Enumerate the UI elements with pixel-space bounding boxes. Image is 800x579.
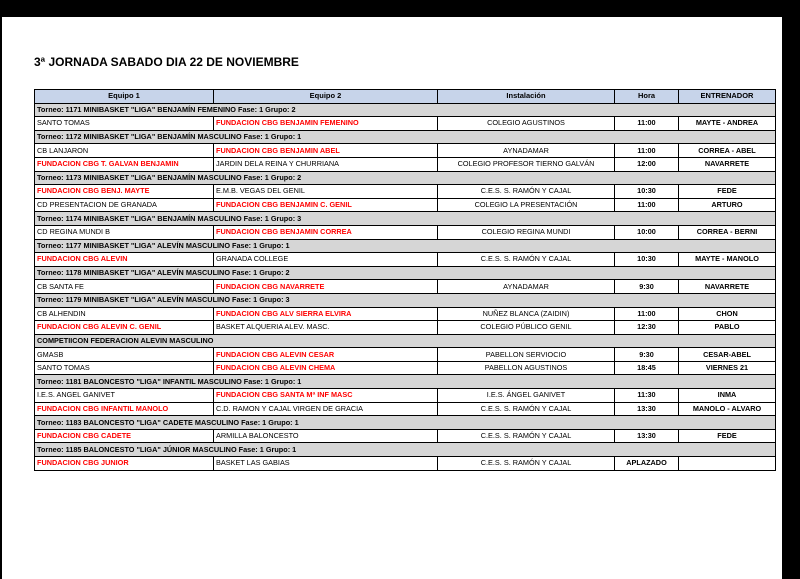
tournament-title: Torneo: 1178 MINIBASKET "LIGA" ALEVÍN MASCULINO Fase: 1 Grupo: 2 (35, 266, 776, 280)
coach-cell: NAVARRETE (679, 280, 776, 294)
team1-cell: CD REGINA MUNDI B (35, 225, 214, 239)
team1-cell: GMASB (35, 348, 214, 362)
team2-cell: FUNDACION CBG BENJAMIN C. GENIL (214, 198, 438, 212)
time-cell: 11:00 (615, 144, 679, 158)
match-row (35, 307, 776, 321)
team1-cell: I.E.S. ANGEL GANIVET (35, 389, 214, 403)
team2-cell: GRANADA COLLEGE (214, 253, 438, 267)
match-row (35, 389, 776, 403)
match-row (35, 157, 776, 171)
team1-cell: FUNDACION CBG CADETE (35, 429, 214, 443)
column-header-team1: Equipo 1 (35, 90, 214, 104)
tournament-row (35, 443, 776, 457)
column-header-team2: Equipo 2 (214, 90, 438, 104)
venue-cell: C.E.S. S. RAMÓN Y CAJAL (438, 402, 615, 416)
time-cell: 11:00 (615, 198, 679, 212)
tournament-title: Torneo: 1172 MINIBASKET "LIGA" BENJAMÍN MASCULINO Fase: 1 Grupo: 1 (35, 130, 776, 144)
coach-cell: INMA (679, 389, 776, 403)
match-row (35, 253, 776, 267)
document-page (2, 17, 782, 579)
coach-cell: MANOLO - ALVARO (679, 402, 776, 416)
tournament-row (35, 375, 776, 389)
team1-cell: FUNDACION CBG ALEVIN C. GENIL (35, 321, 214, 335)
time-cell: 12:00 (615, 157, 679, 171)
tournament-row (35, 171, 776, 185)
tournament-title: Torneo: 1181 BALONCESTO "LIGA" INFANTIL MASCULINO Fase: 1 Grupo: 1 (35, 375, 776, 389)
team1-cell: CB ALHENDIN (35, 307, 214, 321)
coach-cell: FEDE (679, 429, 776, 443)
venue-cell: COLEGIO PROFESOR TIERNO GALVÁN (438, 157, 615, 171)
header-row (35, 90, 776, 104)
team2-cell: FUNDACION CBG SANTA Mª INF MASC (214, 389, 438, 403)
tournament-title: Torneo: 1177 MINIBASKET "LIGA" ALEVÍN MASCULINO Fase: 1 Grupo: 1 (35, 239, 776, 253)
team2-cell: E.M.B. VEGAS DEL GENIL (214, 185, 438, 199)
time-cell: 9:30 (615, 348, 679, 362)
coach-cell (679, 457, 776, 471)
time-cell: 18:45 (615, 361, 679, 375)
tournament-title: Torneo: 1174 MINIBASKET "LIGA" BENJAMÍN MASCULINO Fase: 1 Grupo: 3 (35, 212, 776, 226)
column-header-time: Hora (615, 90, 679, 104)
venue-cell: AYNADAMAR (438, 280, 615, 294)
time-cell: 11:30 (615, 389, 679, 403)
tournament-title: Torneo: 1183 BALONCESTO "LIGA" CADETE MASCULINO Fase: 1 Grupo: 1 (35, 416, 776, 430)
venue-cell: PABELLON AGUSTINOS (438, 361, 615, 375)
team1-cell: CB LANJARON (35, 144, 214, 158)
team2-cell: FUNDACION CBG NAVARRETE (214, 280, 438, 294)
schedule-table (34, 89, 776, 471)
venue-cell: I.E.S. ÁNGEL GANIVET (438, 389, 615, 403)
venue-cell: C.E.S. S. RAMÓN Y CAJAL (438, 185, 615, 199)
tournament-title: COMPETIICON FEDERACION ALEVIN MASCULINO (35, 334, 776, 348)
coach-cell: ARTURO (679, 198, 776, 212)
team1-cell: FUNDACION CBG JUNIOR (35, 457, 214, 471)
match-row (35, 225, 776, 239)
venue-cell: COLEGIO LA PRESENTACIÓN (438, 198, 615, 212)
tournament-row (35, 416, 776, 430)
coach-cell: CORREA - BERNI (679, 225, 776, 239)
coach-cell: PABLO (679, 321, 776, 335)
match-row (35, 144, 776, 158)
tournament-title: Torneo: 1171 MINIBASKET "LIGA" BENJAMÍN FEMENINO Fase: 1 Grupo: 2 (35, 103, 776, 117)
coach-cell: CESAR-ABEL (679, 348, 776, 362)
match-row (35, 348, 776, 362)
time-cell: 11:00 (615, 307, 679, 321)
match-row (35, 361, 776, 375)
page-title: 3ª JORNADA SABADO DIA 22 DE NOVIEMBRE (34, 55, 299, 69)
match-row (35, 198, 776, 212)
match-row (35, 457, 776, 471)
team2-cell: FUNDACION CBG BENJAMIN CORREA (214, 225, 438, 239)
tournament-row (35, 130, 776, 144)
team2-cell: FUNDACION CBG BENJAMIN FEMENINO (214, 117, 438, 131)
venue-cell: AYNADAMAR (438, 144, 615, 158)
time-cell: 10:30 (615, 253, 679, 267)
coach-cell: CHON (679, 307, 776, 321)
venue-cell: C.E.S. S. RAMÓN Y CAJAL (438, 429, 615, 443)
team1-cell: FUNDACION CBG ALEVIN (35, 253, 214, 267)
tournament-row (35, 212, 776, 226)
time-cell: 13:30 (615, 429, 679, 443)
coach-cell: FEDE (679, 185, 776, 199)
team2-cell: FUNDACION CBG ALEVIN CHEMA (214, 361, 438, 375)
venue-cell: C.E.S. S. RAMÓN Y CAJAL (438, 457, 615, 471)
team2-cell: FUNDACION CBG ALEVIN CESAR (214, 348, 438, 362)
team2-cell: BASKET LAS GABIAS (214, 457, 438, 471)
team1-cell: CB SANTA FE (35, 280, 214, 294)
tournament-row (35, 103, 776, 117)
coach-cell: VIERNES 21 (679, 361, 776, 375)
column-header-venue: Instalación (438, 90, 615, 104)
coach-cell: CORREA - ABEL (679, 144, 776, 158)
team2-cell: FUNDACION CBG BENJAMIN ABEL (214, 144, 438, 158)
time-cell: 11:00 (615, 117, 679, 131)
time-cell: 9:30 (615, 280, 679, 294)
time-cell: 13:30 (615, 402, 679, 416)
tournament-title: Torneo: 1173 MINIBASKET "LIGA" BENJAMÍN MASCULINO Fase: 1 Grupo: 2 (35, 171, 776, 185)
tournament-row (35, 266, 776, 280)
team1-cell: SANTO TOMAS (35, 117, 214, 131)
team2-cell: FUNDACION CBG ALV SIERRA ELVIRA (214, 307, 438, 321)
venue-cell: NUÑEZ BLANCA (ZAIDIN) (438, 307, 615, 321)
venue-cell: COLEGIO AGUSTINOS (438, 117, 615, 131)
venue-cell: C.E.S. S. RAMÓN Y CAJAL (438, 253, 615, 267)
team2-cell: ARMILLA BALONCESTO (214, 429, 438, 443)
match-row (35, 185, 776, 199)
coach-cell: NAVARRETE (679, 157, 776, 171)
time-cell: 10:00 (615, 225, 679, 239)
match-row (35, 321, 776, 335)
match-row (35, 280, 776, 294)
tournament-row (35, 334, 776, 348)
match-row (35, 402, 776, 416)
coach-cell: MAYTE - ANDREA (679, 117, 776, 131)
time-cell: 10:30 (615, 185, 679, 199)
column-header-coach: ENTRENADOR (679, 90, 776, 104)
team1-cell: FUNDACION CBG BENJ. MAYTE (35, 185, 214, 199)
match-row (35, 429, 776, 443)
coach-cell: MAYTE - MANOLO (679, 253, 776, 267)
match-row (35, 117, 776, 131)
tournament-title: Torneo: 1185 BALONCESTO "LIGA" JÚNIOR MASCULINO Fase: 1 Grupo: 1 (35, 443, 776, 457)
team1-cell: SANTO TOMAS (35, 361, 214, 375)
team1-cell: FUNDACION CBG INFANTIL MANOLO (35, 402, 214, 416)
tournament-row (35, 293, 776, 307)
team1-cell: FUNDACION CBG T. GALVAN BENJAMIN (35, 157, 214, 171)
venue-cell: PABELLON SERVIOCIO (438, 348, 615, 362)
team2-cell: BASKET ALQUERIA ALEV. MASC. (214, 321, 438, 335)
venue-cell: COLEGIO PÚBLICO GENIL (438, 321, 615, 335)
team2-cell: JARDIN DELA REINA Y CHURRIANA (214, 157, 438, 171)
team1-cell: CD PRESENTACION DE GRANADA (35, 198, 214, 212)
time-cell: APLAZADO (615, 457, 679, 471)
team2-cell: C.D. RAMON Y CAJAL VIRGEN DE GRACIA (214, 402, 438, 416)
tournament-title: Torneo: 1179 MINIBASKET "LIGA" ALEVÍN MASCULINO Fase: 1 Grupo: 3 (35, 293, 776, 307)
time-cell: 12:30 (615, 321, 679, 335)
venue-cell: COLEGIO REGINA MUNDI (438, 225, 615, 239)
tournament-row (35, 239, 776, 253)
